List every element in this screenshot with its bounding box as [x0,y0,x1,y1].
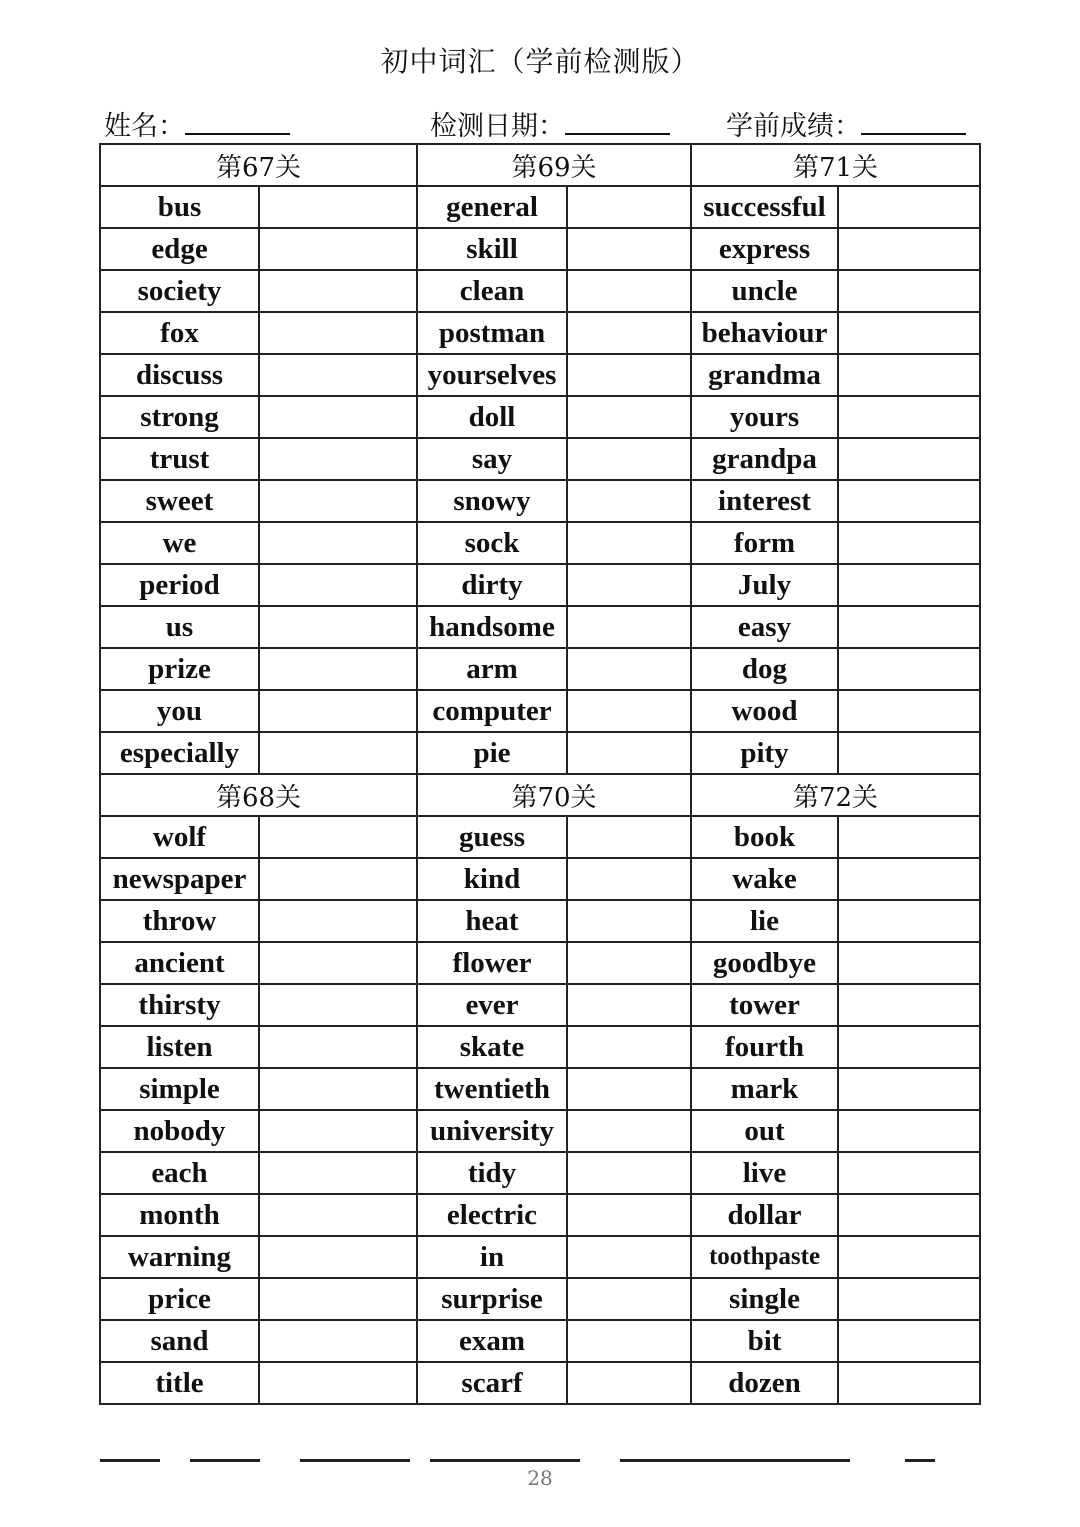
vocab-word: bit [691,1320,838,1362]
level-header-row [100,144,980,186]
word-row [100,228,980,270]
answer-cell[interactable] [567,186,691,228]
word-row [100,1152,980,1194]
vocab-word: in [417,1236,567,1278]
vocabulary-table [99,143,981,1405]
level-header: 第70关 [417,774,691,816]
answer-cell[interactable] [567,1068,691,1110]
answer-cell[interactable] [259,522,417,564]
answer-cell[interactable] [567,438,691,480]
vocab-word: wood [691,690,838,732]
vocab-word: listen [100,1026,259,1068]
vocab-word: express [691,228,838,270]
vocab-word: book [691,816,838,858]
vocab-word: guess [417,816,567,858]
vocab-word: we [100,522,259,564]
vocab-word: simple [100,1068,259,1110]
vocab-word: edge [100,228,259,270]
word-row [100,732,980,774]
level-header: 第72关 [691,774,980,816]
answer-cell[interactable] [259,648,417,690]
word-row [100,186,980,228]
vocab-word: single [691,1278,838,1320]
answer-cell[interactable] [838,900,980,942]
vocab-word: snowy [417,480,567,522]
page-number: 28 [527,1466,553,1490]
vocab-word: grandma [691,354,838,396]
answer-cell[interactable] [567,942,691,984]
vocab-word: you [100,690,259,732]
answer-cell[interactable] [567,984,691,1026]
vocab-word: electric [417,1194,567,1236]
vocab-word: nobody [100,1110,259,1152]
name-field [104,104,290,143]
table-bottom-fragment [905,1459,935,1462]
vocab-word: interest [691,480,838,522]
vocab-word: live [691,1152,838,1194]
vocab-word: mark [691,1068,838,1110]
answer-cell[interactable] [567,900,691,942]
vocab-word: pie [417,732,567,774]
answer-cell[interactable] [259,228,417,270]
table-bottom-fragment [190,1459,260,1462]
vocab-word: wolf [100,816,259,858]
answer-cell[interactable] [567,648,691,690]
answer-cell[interactable] [259,1152,417,1194]
word-row [100,564,980,606]
vocab-word: doll [417,396,567,438]
answer-cell[interactable] [838,984,980,1026]
answer-cell[interactable] [259,816,417,858]
vocab-word: trust [100,438,259,480]
vocab-word: uncle [691,270,838,312]
answer-cell[interactable] [259,1278,417,1320]
vocab-word: us [100,606,259,648]
name-blank[interactable] [185,109,290,135]
vocab-word: dog [691,648,838,690]
answer-cell[interactable] [259,984,417,1026]
answer-cell[interactable] [567,1320,691,1362]
answer-cell[interactable] [567,606,691,648]
word-row [100,816,980,858]
answer-cell[interactable] [567,480,691,522]
vocab-word: each [100,1152,259,1194]
answer-cell[interactable] [838,1320,980,1362]
answer-cell[interactable] [838,690,980,732]
table-bottom-fragment [620,1459,850,1462]
vocab-word: skate [417,1026,567,1068]
answer-cell[interactable] [259,1320,417,1362]
answer-cell[interactable] [567,1110,691,1152]
word-row [100,1068,980,1110]
answer-cell[interactable] [259,480,417,522]
vocab-word: society [100,270,259,312]
vocab-word: dollar [691,1194,838,1236]
answer-cell[interactable] [838,1278,980,1320]
vocab-word: price [100,1278,259,1320]
answer-cell[interactable] [838,186,980,228]
answer-cell[interactable] [259,942,417,984]
word-row [100,1320,980,1362]
vocab-word: university [417,1110,567,1152]
answer-cell[interactable] [838,228,980,270]
vocab-word: period [100,564,259,606]
answer-cell[interactable] [567,564,691,606]
vocab-word: form [691,522,838,564]
level-header: 第67关 [100,144,417,186]
name-label: 姓名： [104,111,185,142]
answer-cell[interactable] [838,942,980,984]
vocab-word: grandpa [691,438,838,480]
vocab-word: fox [100,312,259,354]
answer-cell[interactable] [567,858,691,900]
word-row [100,1278,980,1320]
answer-cell[interactable] [259,900,417,942]
answer-cell[interactable] [838,1152,980,1194]
table-bottom-fragment [430,1459,580,1462]
level-header: 第71关 [691,144,980,186]
word-row [100,1026,980,1068]
vocab-word: scarf [417,1362,567,1404]
answer-cell[interactable] [838,1236,980,1278]
answer-cell[interactable] [567,1236,691,1278]
vocab-word: kind [417,858,567,900]
vocab-word: arm [417,648,567,690]
vocab-word: July [691,564,838,606]
vocab-word: skill [417,228,567,270]
table-bottom-fragment [300,1459,410,1462]
vocab-word: tower [691,984,838,1026]
pre-score-field [726,104,966,143]
vocab-word: bus [100,186,259,228]
level-header: 第68关 [100,774,417,816]
vocab-word: surprise [417,1278,567,1320]
word-row [100,354,980,396]
answer-cell[interactable] [838,564,980,606]
answer-cell[interactable] [567,1026,691,1068]
answer-cell[interactable] [567,1362,691,1404]
word-row [100,690,980,732]
answer-cell[interactable] [838,1110,980,1152]
vocab-word: prize [100,648,259,690]
answer-cell[interactable] [259,564,417,606]
answer-cell[interactable] [838,1068,980,1110]
vocab-word: heat [417,900,567,942]
answer-cell[interactable] [838,312,980,354]
vocab-word: throw [100,900,259,942]
answer-cell[interactable] [259,858,417,900]
word-row [100,858,980,900]
test-date-label: 检测日期： [430,111,565,142]
vocab-word: easy [691,606,838,648]
word-row [100,942,980,984]
answer-cell[interactable] [259,1236,417,1278]
pre-score-label: 学前成绩： [726,111,861,142]
vocab-word: clean [417,270,567,312]
vocab-word: tidy [417,1152,567,1194]
word-row [100,1194,980,1236]
answer-cell[interactable] [259,690,417,732]
vocab-word: especially [100,732,259,774]
answer-cell[interactable] [838,858,980,900]
vocab-word: say [417,438,567,480]
answer-cell[interactable] [567,732,691,774]
word-row [100,1362,980,1404]
vocab-word: sand [100,1320,259,1362]
vocab-word: month [100,1194,259,1236]
word-row [100,1110,980,1152]
vocab-word: ancient [100,942,259,984]
vocab-word: title [100,1362,259,1404]
word-row [100,270,980,312]
answer-cell[interactable] [838,270,980,312]
answer-cell[interactable] [259,732,417,774]
answer-cell[interactable] [259,186,417,228]
answer-cell[interactable] [838,816,980,858]
answer-cell[interactable] [838,1194,980,1236]
vocab-word: lie [691,900,838,942]
answer-cell[interactable] [838,1362,980,1404]
vocab-word: toothpaste [691,1236,838,1278]
pre-score-blank[interactable] [861,109,966,135]
answer-cell[interactable] [838,438,980,480]
answer-cell[interactable] [838,522,980,564]
word-row [100,606,980,648]
answer-cell[interactable] [567,690,691,732]
vocab-word: out [691,1110,838,1152]
answer-cell[interactable] [259,1362,417,1404]
answer-cell[interactable] [259,270,417,312]
answer-cell[interactable] [567,1194,691,1236]
word-row [100,312,980,354]
answer-cell[interactable] [838,480,980,522]
vocab-word: yourselves [417,354,567,396]
answer-cell[interactable] [259,438,417,480]
vocab-word: behaviour [691,312,838,354]
answer-cell[interactable] [259,1026,417,1068]
word-row [100,438,980,480]
word-row [100,900,980,942]
vocab-word: pity [691,732,838,774]
word-row [100,984,980,1026]
answer-cell[interactable] [838,648,980,690]
answer-cell[interactable] [838,732,980,774]
vocab-word: dirty [417,564,567,606]
vocab-word: ever [417,984,567,1026]
answer-cell[interactable] [567,312,691,354]
vocab-word: thirsty [100,984,259,1026]
vocab-word: strong [100,396,259,438]
answer-cell[interactable] [567,228,691,270]
level-header: 第69关 [417,144,691,186]
vocab-word: general [417,186,567,228]
answer-cell[interactable] [259,396,417,438]
vocab-word: dozen [691,1362,838,1404]
answer-cell[interactable] [259,312,417,354]
answer-cell[interactable] [567,354,691,396]
vocab-word: postman [417,312,567,354]
answer-cell[interactable] [259,1194,417,1236]
answer-cell[interactable] [259,354,417,396]
word-row [100,648,980,690]
answer-cell[interactable] [567,270,691,312]
page-title: 初中词汇（学前检测版） [380,45,700,78]
vocab-word: exam [417,1320,567,1362]
word-row [100,1236,980,1278]
answer-cell[interactable] [838,606,980,648]
vocab-word: flower [417,942,567,984]
answer-cell[interactable] [567,396,691,438]
vocab-word: handsome [417,606,567,648]
vocab-word: warning [100,1236,259,1278]
answer-cell[interactable] [838,354,980,396]
vocab-word: sock [417,522,567,564]
word-row [100,396,980,438]
vocab-word: sweet [100,480,259,522]
answer-cell[interactable] [567,816,691,858]
word-row [100,480,980,522]
answer-cell[interactable] [259,1110,417,1152]
answer-cell[interactable] [838,396,980,438]
vocab-word: fourth [691,1026,838,1068]
answer-cell[interactable] [567,1278,691,1320]
test-date-blank[interactable] [565,109,670,135]
vocab-word: successful [691,186,838,228]
level-header-row [100,774,980,816]
table-bottom-fragment [100,1459,160,1462]
test-date-field [430,104,670,143]
vocab-word: yours [691,396,838,438]
answer-cell[interactable] [567,522,691,564]
vocab-word: goodbye [691,942,838,984]
vocab-word: twentieth [417,1068,567,1110]
answer-cell[interactable] [838,1026,980,1068]
answer-cell[interactable] [259,606,417,648]
vocab-word: computer [417,690,567,732]
vocab-word: discuss [100,354,259,396]
vocab-word: wake [691,858,838,900]
word-row [100,522,980,564]
vocab-word: newspaper [100,858,259,900]
answer-cell[interactable] [567,1152,691,1194]
answer-cell[interactable] [259,1068,417,1110]
